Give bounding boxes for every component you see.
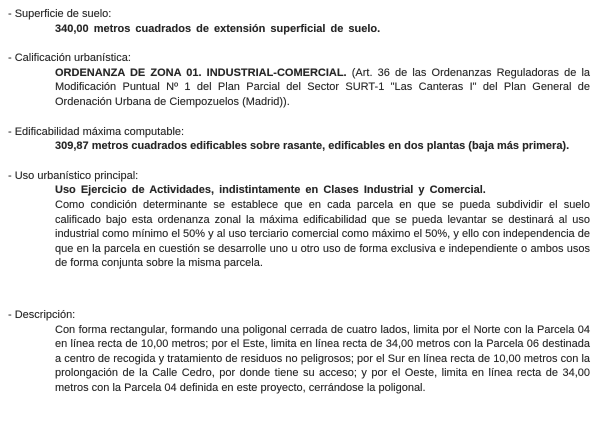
calificacion-ordenanza-rest: (Art. 36 de las Ordenanzas Reguladoras de la Modificación Puntual Nº 1 del Plan Parcial del Sector SURT-1 "Las Canteras I" del Plan General de Ordenación Urbana de Ciempozuelos (Madrid)). <box>55 66 590 108</box>
section-uso <box>8 169 590 271</box>
superficie-value: 340,00 metros cuadrados de extensión superficial de suelo. <box>55 22 381 35</box>
descripcion-paragraph: Con forma rectangular, formando una poligonal cerrada de cuatro lados, limita por el Norte con la Parcela 04 en línea recta de 10,00 metros; por el Este, limita en línea recta de 34,00 metros con la Parcela 06 destinada a centro de recogida y tratamiento de residuos no peligrosos; por el Sur en línea recta de 10,00 metros con la prolongación de la Calle Cedro, por donde tiene su acceso; y por el Oeste, limita en línea recta de 34,00 metros con la Parcela 04 definida en este proyecto, cerrándose la poligonal. <box>55 323 590 394</box>
edificabilidad-value: 309,87 metros cuadrados edificables sobre rasante, edificables en dos plantas (baja más primera). <box>55 140 570 153</box>
calificacion-paragraph <box>55 66 590 110</box>
section-calificacion <box>8 51 590 109</box>
superficie-heading: - Superficie de suelo: <box>8 8 112 20</box>
section-edificabilidad <box>8 125 590 154</box>
section-descripcion <box>8 308 590 396</box>
section-superficie <box>8 7 590 36</box>
edificabilidad-heading: - Edificabilidad máxima computable: <box>8 125 185 138</box>
uso-paragraph: Como condición determinante se establece que en cada parcela en que se pueda subdividir el suelo calificado bajo esta ordenanza zonal la máxima edificabilidad que se pueda levantar se destinará al uso industrial como mínimo el 50% y al uso terciario comercial como máximo el 50%, y ello con independencia de que en la parcela en cuestión se desarrolle uno u otro uso de forma exclusiva e independiente o ambos usos de forma conjunta sobre la misma parcela. <box>55 198 590 270</box>
calificacion-heading: - Calificación urbanística: <box>8 52 131 65</box>
uso-bold-lead: Uso Ejercicio de Actividades, indistintamente en Clases Industrial y Comercial. <box>55 184 486 197</box>
descripcion-heading: - Descripción: <box>8 308 76 321</box>
calificacion-ordenanza-bold: ORDENANZA DE ZONA 01. INDUSTRIAL-COMERCIAL. <box>55 66 347 79</box>
uso-heading: - Uso urbanístico principal: <box>8 169 139 182</box>
